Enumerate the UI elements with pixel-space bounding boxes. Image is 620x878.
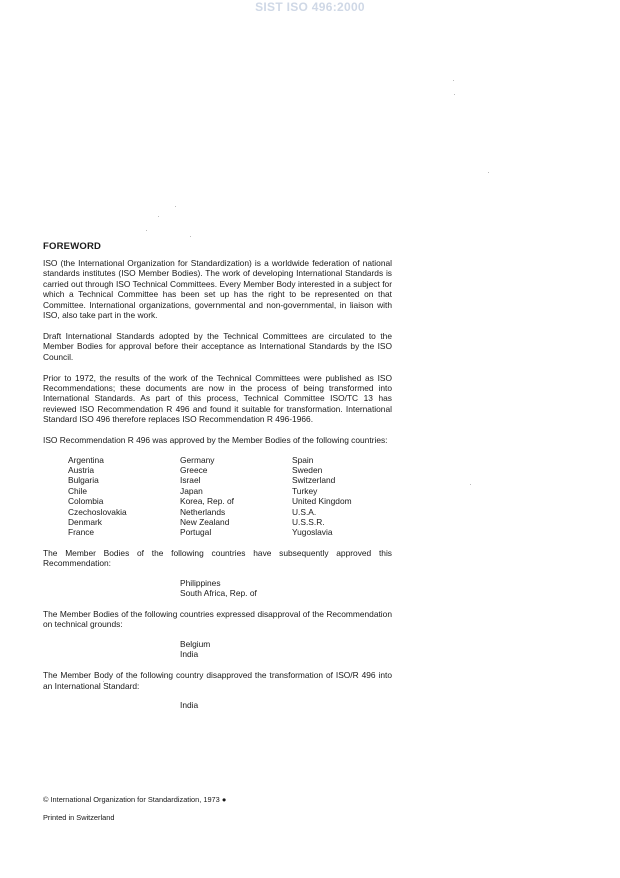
country-name: Belgium	[180, 638, 211, 649]
country-name: Argentina	[68, 454, 104, 465]
country-name: Germany	[180, 454, 215, 465]
country-name: Bulgaria	[68, 475, 99, 486]
scan-speck	[488, 172, 489, 173]
country-name: Colombia	[68, 496, 104, 507]
watermark: SIST ISO 496:2000	[255, 0, 365, 14]
scan-speck	[453, 80, 454, 81]
scan-speck	[190, 236, 191, 237]
country-name: India	[180, 699, 199, 710]
country-name: Portugal	[180, 527, 212, 538]
country-name: United Kingdom	[292, 496, 352, 507]
approval-paragraph: ISO Recommendation R 496 was approved by the Member Bodies of the following countries:	[43, 435, 388, 446]
country-name: Japan	[180, 485, 203, 496]
country-name: Spain	[292, 454, 314, 465]
country-name: Denmark	[68, 517, 102, 528]
country-column-2	[180, 455, 292, 538]
scan-speck	[454, 94, 455, 95]
subsequent-approval-paragraph: The Member Bodies of the following countries have subsequently approved this Recommendation:	[43, 547, 392, 569]
country-name: South Africa, Rep. of	[180, 588, 257, 599]
country-column-3	[292, 455, 392, 538]
scan-speck	[175, 206, 176, 207]
foreword-heading: FOREWORD	[43, 241, 102, 252]
country-name: Israel	[180, 475, 201, 486]
transformation-paragraph: The Member Body of the following country disapproved the transformation of ISO/R 496 into an International Standard:	[43, 670, 392, 691]
drafts-paragraph: Draft International Standards adopted by the Technical Committees are circulated to the Member Bodies for approval before their acceptance as International Standards by the ISO Council.	[43, 330, 392, 362]
country-name: Netherlands	[180, 506, 226, 517]
country-name: Yugoslavia	[292, 527, 333, 538]
country-name: France	[68, 527, 95, 538]
country-name: Chile	[68, 485, 88, 496]
country-name: Turkey	[292, 485, 318, 496]
country-name: Greece	[180, 465, 208, 475]
approving-countries-table	[43, 455, 392, 538]
country-name: Switzerland	[292, 475, 336, 486]
subsequent-countries-list	[43, 578, 392, 599]
scan-speck	[146, 230, 147, 231]
country-name: New Zealand	[180, 517, 230, 528]
disapproval-countries-list	[43, 639, 392, 660]
printed-notice: Printed in Switzerland	[43, 813, 115, 822]
country-name: India	[180, 649, 199, 660]
scan-speck	[158, 216, 159, 217]
country-name: Philippines	[180, 577, 221, 588]
country-name: Czechoslovakia	[68, 506, 127, 517]
disapproval-paragraph: The Member Bodies of the following countries expressed disapproval of the Recommendation on technical grounds:	[43, 608, 392, 630]
country-name: Sweden	[292, 465, 323, 475]
intro-paragraph: ISO (the International Organization for Standardization) is a worldwide federation of national standards institutes (ISO Member Bodies). The work of developing International Standards is carried out through ISO Technical Committees. Every Member Body interested in a subject for which a Technical Committee has been set up has the right to be represented on that Committee. International organizations, governmental and non-governmental, in liaison with ISO, also take part in the work.	[43, 258, 392, 321]
scan-speck	[470, 484, 471, 485]
history-paragraph: Prior to 1972, the results of the work of the Technical Committees were published as ISO Recommendations; these documents are now in the process of being transformed into International Standards. As part of this process, Technical Committee ISO/TC 13 has reviewed ISO Recommendation R 496 and found it suitable for transformation. International Standard ISO 496 therefore replaces ISO Recommendation R 496-1966.	[43, 372, 392, 425]
country-name: Korea, Rep. of	[180, 496, 235, 507]
country-name: U.S.A.	[292, 506, 317, 517]
copyright-notice: © International Organization for Standardization, 1973 ●	[43, 795, 227, 804]
country-name: U.S.S.R.	[292, 517, 325, 528]
country-column-1	[68, 455, 180, 538]
country-name: Austria	[68, 465, 95, 475]
transformation-countries-list	[43, 700, 392, 710]
foreword-section	[43, 241, 392, 721]
